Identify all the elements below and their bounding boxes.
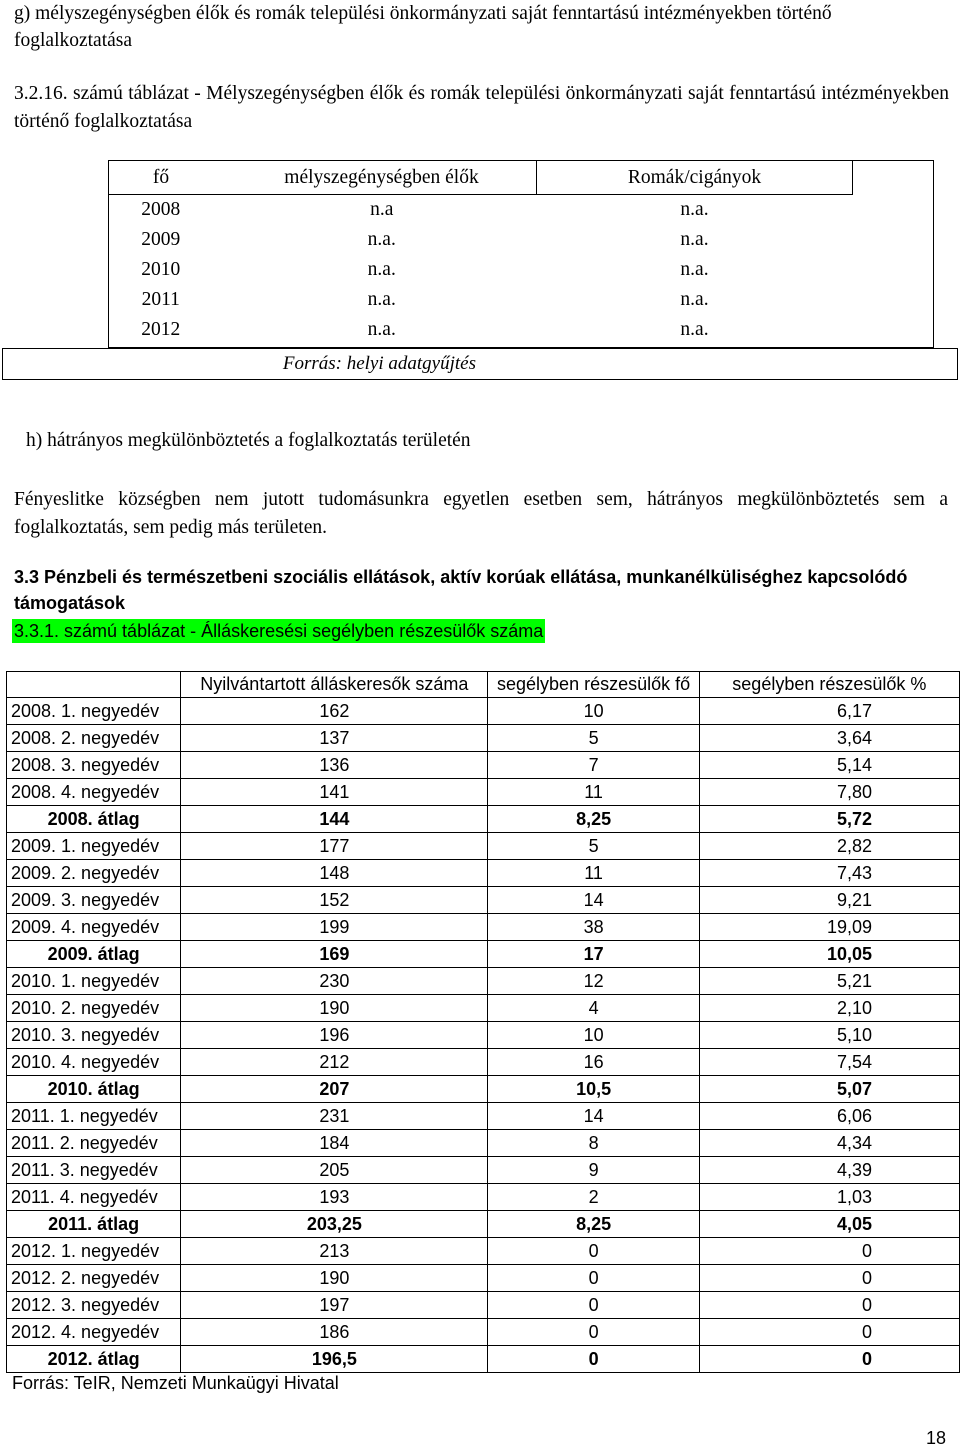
percent-cell: 7,54 <box>699 1049 959 1076</box>
year-cell: 2011 <box>141 289 180 310</box>
header-cell: mélyszegénységben élők <box>213 161 537 195</box>
persons-cell: 11 <box>488 779 699 806</box>
period-cell: 2009. 1. negyedév <box>7 833 181 860</box>
registered-cell: 205 <box>181 1157 488 1184</box>
persons-cell: 38 <box>488 914 699 941</box>
period-cell: 2011. 4. negyedév <box>7 1184 181 1211</box>
percent-cell: 5,07 <box>699 1076 959 1103</box>
registered-cell: 231 <box>181 1103 488 1130</box>
section-h-heading: h) hátrányos megkülönböztetés a foglalkoztatás területén <box>26 430 471 451</box>
year-cell: 2010 <box>141 259 181 280</box>
period-cell: 2009. átlag <box>7 941 181 968</box>
period-cell: 2008. 3. negyedév <box>7 752 181 779</box>
period-cell: 2011. 3. negyedév <box>7 1157 181 1184</box>
header-cell: Romák/cigányok <box>537 161 853 195</box>
header-cell: fő <box>109 161 214 195</box>
header-cell: Nyilvántartott álláskeresők száma <box>181 672 488 698</box>
registered-cell: 162 <box>181 698 488 725</box>
persons-cell: 5 <box>488 725 699 752</box>
table-row <box>7 698 960 725</box>
registered-cell: 184 <box>181 1130 488 1157</box>
registered-cell: 177 <box>181 833 488 860</box>
persons-cell: 2 <box>488 1184 699 1211</box>
table-row <box>109 195 853 226</box>
section-g-heading: g) mélyszegénységben élők és romák települési önkormányzati saját fenntartású intézményekben történő foglalkoztatása <box>14 3 832 51</box>
registered-cell: 141 <box>181 779 488 806</box>
section-3-3-heading: 3.3 Pénzbeli és természetbeni szociális ellátások, aktív korúak ellátása, munkanélküliséghez kapcsolódó támogatások <box>14 567 908 613</box>
percent-cell: 0 <box>699 1292 959 1319</box>
registered-cell: 137 <box>181 725 488 752</box>
year-cell: 2012 <box>141 319 181 340</box>
table-3-3-1 <box>6 671 960 1373</box>
period-cell: 2012. 1. negyedév <box>7 1238 181 1265</box>
registered-cell: 144 <box>181 806 488 833</box>
percent-cell: 0 <box>699 1346 959 1373</box>
percent-cell: 2,10 <box>699 995 959 1022</box>
table-row <box>7 1103 960 1130</box>
persons-cell: 17 <box>488 941 699 968</box>
persons-cell: 5 <box>488 833 699 860</box>
registered-cell: 190 <box>181 995 488 1022</box>
percent-cell: 19,09 <box>699 914 959 941</box>
registered-cell: 197 <box>181 1292 488 1319</box>
persons-cell: 8,25 <box>488 806 699 833</box>
persons-cell: 10 <box>488 1022 699 1049</box>
table-row <box>7 995 960 1022</box>
persons-cell: 12 <box>488 968 699 995</box>
period-cell: 2008. átlag <box>7 806 181 833</box>
period-cell: 2008. 1. negyedév <box>7 698 181 725</box>
table-row <box>7 887 960 914</box>
percent-cell: 0 <box>699 1265 959 1292</box>
table-row <box>7 1049 960 1076</box>
percent-cell: 0 <box>699 1238 959 1265</box>
registered-cell: 169 <box>181 941 488 968</box>
table-row <box>7 1184 960 1211</box>
table-row <box>7 752 960 779</box>
table-average-row <box>7 941 960 968</box>
period-cell: 2012. 3. negyedév <box>7 1292 181 1319</box>
value-cell: n.a. <box>367 319 396 340</box>
header-cell: segélyben részesülők % <box>699 672 959 698</box>
persons-cell: 16 <box>488 1049 699 1076</box>
value-cell: n.a <box>370 199 394 220</box>
registered-cell: 190 <box>181 1265 488 1292</box>
value-cell: n.a. <box>680 319 709 340</box>
registered-cell: 152 <box>181 887 488 914</box>
header-cell: segélyben részesülők fő <box>488 672 699 698</box>
table-average-row <box>7 1346 960 1373</box>
table-row <box>7 779 960 806</box>
table-average-row <box>7 1076 960 1103</box>
table-row <box>7 1157 960 1184</box>
persons-cell: 14 <box>488 887 699 914</box>
percent-cell: 5,14 <box>699 752 959 779</box>
persons-cell: 8 <box>488 1130 699 1157</box>
period-cell: 2010. 2. negyedév <box>7 995 181 1022</box>
persons-cell: 7 <box>488 752 699 779</box>
persons-cell: 0 <box>488 1319 699 1346</box>
period-cell: 2009. 4. negyedév <box>7 914 181 941</box>
table-3-2-16-source: Forrás: helyi adatgyűjtés <box>282 353 476 374</box>
registered-cell: 213 <box>181 1238 488 1265</box>
percent-cell: 7,80 <box>699 779 959 806</box>
registered-cell: 148 <box>181 860 488 887</box>
persons-cell: 4 <box>488 995 699 1022</box>
registered-cell: 196 <box>181 1022 488 1049</box>
persons-cell: 0 <box>488 1265 699 1292</box>
table-row <box>7 968 960 995</box>
registered-cell: 212 <box>181 1049 488 1076</box>
period-cell: 2008. 4. negyedév <box>7 779 181 806</box>
persons-cell: 0 <box>488 1292 699 1319</box>
period-cell: 2012. 2. negyedév <box>7 1265 181 1292</box>
section-h-paragraph: Fényeslitke községben nem jutott tudomásunkra egyetlen esetben sem, hátrányos megkülönböztetés sem a foglalkoztatás, sem pedig más területen. <box>14 489 948 538</box>
persons-cell: 10,5 <box>488 1076 699 1103</box>
persons-cell: 10 <box>488 698 699 725</box>
registered-cell: 196,5 <box>181 1346 488 1373</box>
percent-cell: 5,10 <box>699 1022 959 1049</box>
table-row <box>7 833 960 860</box>
table-3-2-16-caption: 3.2.16. számú táblázat - Mélyszegénységben élők és romák települési önkormányzati saját fenntartású intézményekben történő foglalkoztatása <box>14 83 949 132</box>
percent-cell: 10,05 <box>699 941 959 968</box>
value-cell: n.a. <box>367 229 396 250</box>
persons-cell: 9 <box>488 1157 699 1184</box>
period-cell: 2012. átlag <box>7 1346 181 1373</box>
table-row <box>7 1238 960 1265</box>
table-row <box>7 914 960 941</box>
registered-cell: 203,25 <box>181 1211 488 1238</box>
persons-cell: 0 <box>488 1346 699 1373</box>
period-cell: 2009. 2. negyedév <box>7 860 181 887</box>
registered-cell: 193 <box>181 1184 488 1211</box>
period-cell: 2010. 4. negyedév <box>7 1049 181 1076</box>
table-row <box>109 225 853 255</box>
percent-cell: 9,21 <box>699 887 959 914</box>
percent-cell: 6,06 <box>699 1103 959 1130</box>
table-row <box>7 1292 960 1319</box>
registered-cell: 230 <box>181 968 488 995</box>
percent-cell: 0 <box>699 1319 959 1346</box>
table-header-row <box>109 161 853 195</box>
persons-cell: 14 <box>488 1103 699 1130</box>
period-cell: 2011. 1. negyedév <box>7 1103 181 1130</box>
period-cell: 2011. átlag <box>7 1211 181 1238</box>
registered-cell: 136 <box>181 752 488 779</box>
registered-cell: 199 <box>181 914 488 941</box>
value-cell: n.a. <box>680 289 709 310</box>
table-row <box>7 1022 960 1049</box>
value-cell: n.a. <box>367 259 396 280</box>
value-cell: n.a. <box>680 259 709 280</box>
table-row <box>109 315 853 345</box>
percent-cell: 1,03 <box>699 1184 959 1211</box>
table-row <box>7 1130 960 1157</box>
period-cell: 2010. 3. negyedév <box>7 1022 181 1049</box>
table-3-2-16 <box>108 160 853 345</box>
year-cell: 2008 <box>141 199 181 220</box>
year-cell: 2009 <box>141 229 181 250</box>
table-header-row <box>7 672 960 698</box>
period-cell: 2010. 1. negyedév <box>7 968 181 995</box>
percent-cell: 6,17 <box>699 698 959 725</box>
registered-cell: 186 <box>181 1319 488 1346</box>
registered-cell: 207 <box>181 1076 488 1103</box>
value-cell: n.a. <box>680 229 709 250</box>
percent-cell: 2,82 <box>699 833 959 860</box>
table-average-row <box>7 806 960 833</box>
period-cell: 2008. 2. negyedév <box>7 725 181 752</box>
table-row <box>109 285 853 315</box>
percent-cell: 4,34 <box>699 1130 959 1157</box>
table-3-3-1-source: Forrás: TeIR, Nemzeti Munkaügyi Hivatal <box>12 1373 339 1393</box>
table-row <box>109 255 853 285</box>
persons-cell: 0 <box>488 1238 699 1265</box>
table-row <box>7 1265 960 1292</box>
period-cell: 2009. 3. negyedév <box>7 887 181 914</box>
table-row <box>7 1319 960 1346</box>
percent-cell: 4,39 <box>699 1157 959 1184</box>
percent-cell: 4,05 <box>699 1211 959 1238</box>
period-cell: 2012. 4. negyedév <box>7 1319 181 1346</box>
period-cell: 2010. átlag <box>7 1076 181 1103</box>
persons-cell: 8,25 <box>488 1211 699 1238</box>
percent-cell: 3,64 <box>699 725 959 752</box>
table-row <box>7 725 960 752</box>
persons-cell: 11 <box>488 860 699 887</box>
percent-cell: 5,72 <box>699 806 959 833</box>
page-number: 18 <box>926 1428 947 1448</box>
table-row <box>7 860 960 887</box>
value-cell: n.a. <box>680 199 709 220</box>
header-cell <box>7 672 181 698</box>
percent-cell: 5,21 <box>699 968 959 995</box>
period-cell: 2011. 2. negyedév <box>7 1130 181 1157</box>
table-average-row <box>7 1211 960 1238</box>
table-3-3-1-caption: 3.3.1. számú táblázat - Álláskeresési segélyben részesülők száma <box>14 621 544 641</box>
value-cell: n.a. <box>367 289 396 310</box>
percent-cell: 7,43 <box>699 860 959 887</box>
